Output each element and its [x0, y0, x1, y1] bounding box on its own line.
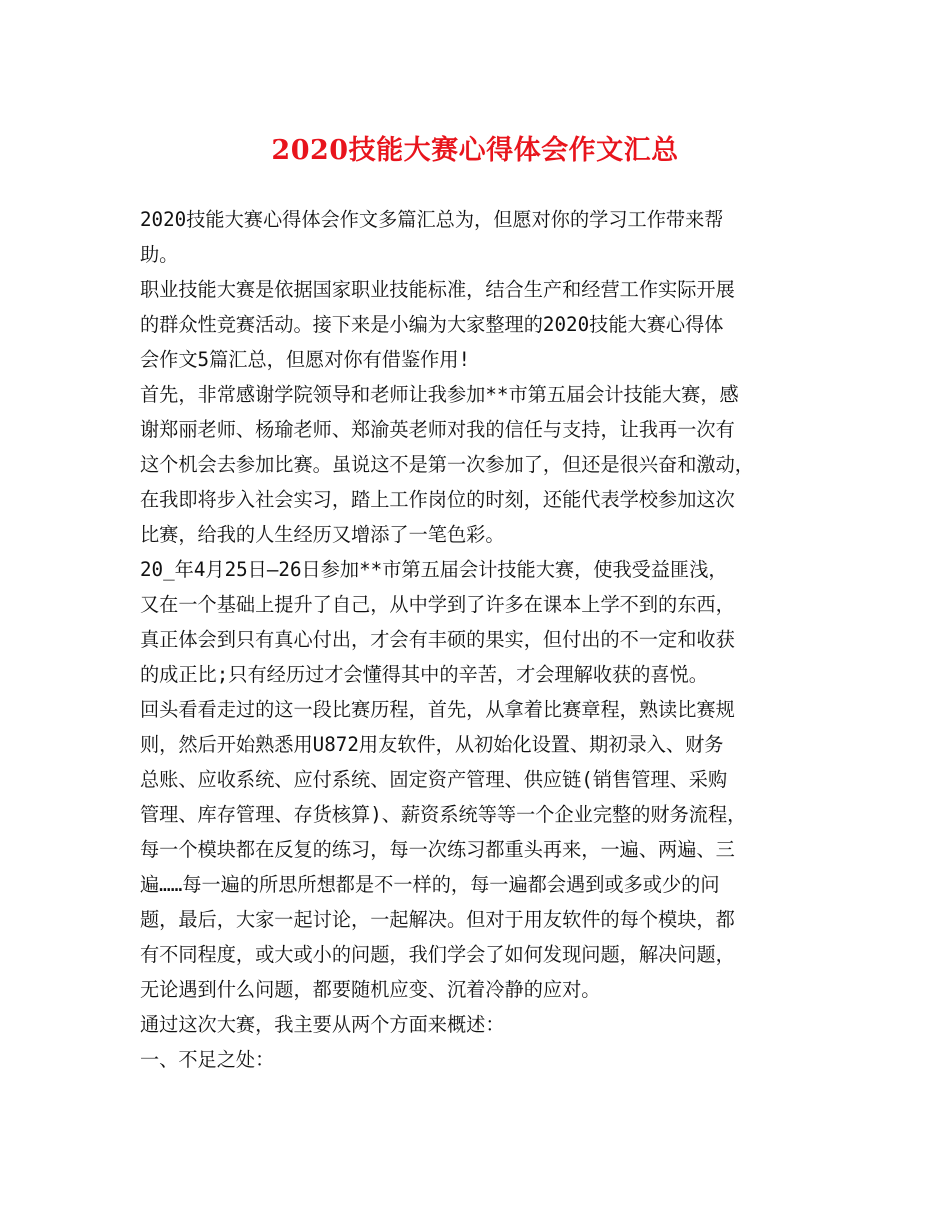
document-body — [140, 202, 820, 1077]
document-title: 2020技能大赛心得体会作文汇总 — [271, 135, 679, 166]
body-line: 这个机会去参加比赛。虽说这不是第一次参加了，但还是很兴奋和激动， — [140, 453, 754, 476]
body-line: 在我即将步入社会实习，踏上工作岗位的时刻，还能代表学校参加这次 — [140, 488, 735, 511]
body-line: 管理、库存管理、存货核算)、薪资系统等等一个企业完整的财务流程， — [140, 803, 747, 826]
body-line: 又在一个基础上提升了自己，从中学到了许多在课本上学不到的东西， — [140, 593, 735, 616]
body-line: 每一个模块都在反复的练习，每一次练习都重头再来，一遍、两遍、三 — [140, 838, 735, 861]
body-line: 的成正比;只有经历过才会懂得其中的辛苦，才会理解收获的喜悦。 — [140, 663, 708, 686]
body-line: 助。 — [140, 243, 179, 266]
body-line: 遍……每一遍的所思所想都是不一样的，每一遍都会遇到或多或少的问 — [140, 873, 720, 896]
body-line: 回头看看走过的这一段比赛历程，首先，从拿着比赛章程，熟读比赛规 — [140, 698, 735, 721]
body-line: 20_年4月25日—26日参加**市第五届会计技能大赛，使我受益匪浅， — [140, 558, 728, 581]
body-line: 的群众性竞赛活动。接下来是小编为大家整理的2020技能大赛心得体 — [140, 313, 724, 336]
body-line: 有不同程度，或大或小的问题，我们学会了如何发现问题，解决问题， — [140, 943, 735, 966]
body-line: 无论遇到什么问题，都要随机应变、沉着冷静的应对。 — [140, 978, 601, 1001]
body-line: 一、不足之处： — [140, 1048, 275, 1071]
body-line: 题，最后，大家一起讨论，一起解决。但对于用友软件的每个模块，都 — [140, 908, 735, 931]
body-line: 职业技能大赛是依据国家职业技能标准，结合生产和经营工作实际开展 — [140, 278, 735, 301]
body-line: 总账、应收系统、应付系统、固定资产管理、供应链(销售管理、采购 — [140, 768, 728, 791]
body-line: 谢郑丽老师、杨瑜老师、郑渝英老师对我的信任与支持，让我再一次有 — [140, 418, 735, 441]
body-line: 真正体会到只有真心付出，才会有丰硕的果实，但付出的不一定和收获 — [140, 628, 735, 651]
body-line: 会作文5篇汇总，但愿对你有借鉴作用! — [140, 348, 471, 371]
body-line: 通过这次大赛，我主要从两个方面来概述： — [140, 1013, 505, 1036]
body-line: 2020技能大赛心得体会作文多篇汇总为，但愿对你的学习工作带来帮 — [140, 208, 724, 231]
body-line: 首先，非常感谢学院领导和老师让我参加**市第五届会计技能大赛，感 — [140, 383, 739, 406]
body-line: 则，然后开始熟悉用U872用友软件，从初始化设置、期初录入、财务 — [140, 733, 724, 756]
body-line: 比赛，给我的人生经历又增添了一笔色彩。 — [140, 523, 505, 546]
